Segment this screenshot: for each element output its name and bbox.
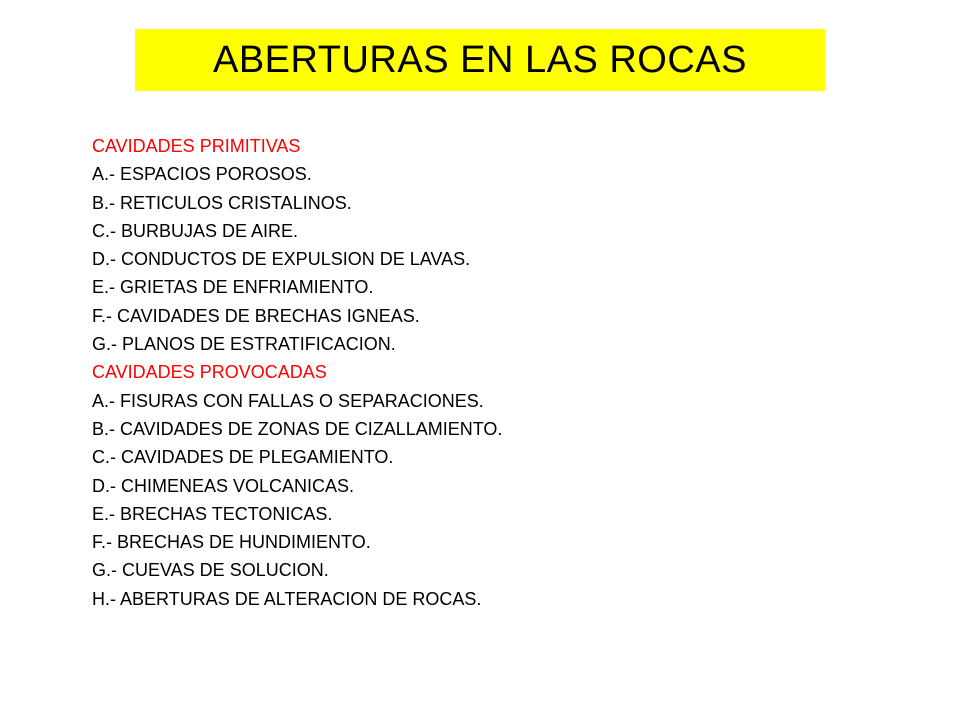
list-item: A.- FISURAS CON FALLAS O SEPARACIONES. [92, 390, 484, 411]
list-item: E.- BRECHAS TECTONICAS. [92, 503, 333, 524]
title-banner [135, 29, 825, 91]
list-item: F.- BRECHAS DE HUNDIMIENTO. [92, 532, 371, 553]
list-item: H.- ABERTURAS DE ALTERACION DE ROCAS. [92, 588, 482, 609]
section-heading-primitivas: CAVIDADES PRIMITIVAS [92, 136, 301, 156]
list-item: C.- CAVIDADES DE PLEGAMIENTO. [92, 447, 394, 468]
list-item: B.- RETICULOS CRISTALINOS. [92, 192, 352, 213]
list-item: B.- CAVIDADES DE ZONAS DE CIZALLAMIENTO. [92, 418, 503, 439]
list-item: G.- PLANOS DE ESTRATIFICACION. [92, 334, 396, 355]
list-item: G.- CUEVAS DE SOLUCION. [92, 560, 329, 581]
page-title: ABERTURAS EN LAS ROCAS [212, 38, 747, 81]
list-item: E.- GRIETAS DE ENFRIAMIENTO. [92, 277, 374, 298]
list-item: F.- CAVIDADES DE BRECHAS IGNEAS. [92, 305, 420, 326]
list-item: D.- CHIMENEAS VOLCANICAS. [92, 475, 355, 496]
section-heading-provocadas: CAVIDADES PROVOCADAS [92, 362, 327, 383]
list-item: D.- CONDUCTOS DE EXPULSION DE LAVAS. [92, 249, 471, 270]
list-item: C.- BURBUJAS DE AIRE. [92, 220, 299, 241]
content-list [92, 132, 892, 613]
list-item: A.- ESPACIOS POROSOS. [92, 164, 312, 185]
